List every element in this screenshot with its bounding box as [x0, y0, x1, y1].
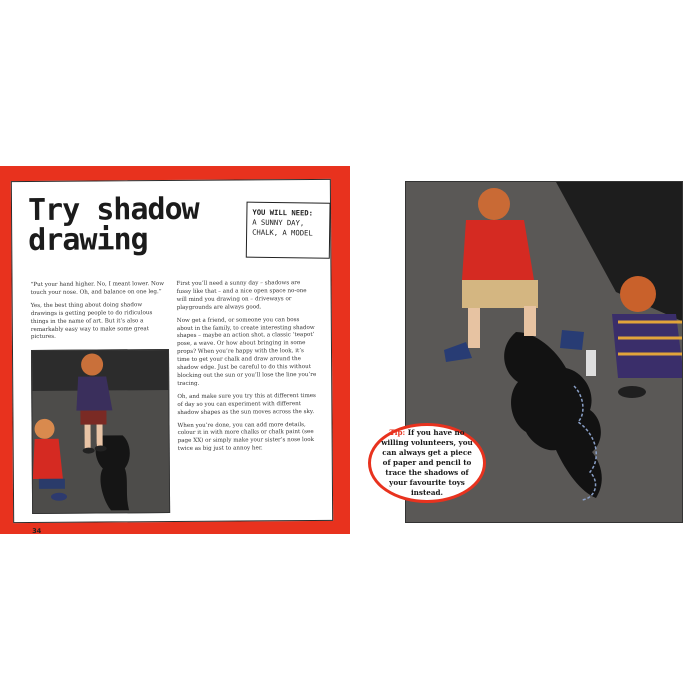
you-will-need-heading: YOU WILL NEED: [252, 207, 314, 218]
you-will-need-box [246, 202, 331, 259]
paragraph: “Put your hand higher. No, I meant lower. Now touch your nose. Oh, and balance on one leg.” [30, 281, 165, 296]
title-line-2: drawing [28, 222, 148, 259]
small-photo-illustration [32, 350, 170, 514]
paragraph: Oh, and make sure you try this at different times of day so you can experiment with different shadow shapes as the sun moves across the sky. [177, 392, 316, 416]
paragraph: Now get a friend, or someone you can boss about in the family, to create interesting shadow shapes – maybe an action shot, a classic ‘teapot’ pose, a wave. Or how about bringing in some props? When you’re happy with the look, it’s time to get your chalk and draw around the shadow edge. Just be careful to do this without blocking out the sun or you’ll lose the line you’re tracing. [176, 316, 317, 387]
text-column-2 [177, 280, 318, 459]
paragraph: First you’ll need a sunny day – shadows are fussy like that – and a nice open space no-one will mind you drawing on – driveways or playgrounds are always good. [176, 280, 307, 311]
page-title [27, 191, 238, 259]
tip-text: If you have no willing volunteers, you can always get a piece of paper and pencil to trace the shadows of your favourite toys instead. [381, 428, 473, 497]
tip-speech-bubble [368, 423, 486, 503]
tip-label: Tip: [389, 428, 406, 437]
page-number: 34 [32, 526, 42, 535]
you-will-need-items: A SUNNY DAY, CHALK, A MODEL [252, 217, 313, 238]
paragraph: Yes, the best thing about doing shadow drawings is getting people to do ridiculous things in the name of art. But it’s also a remarkably easy way to make some great pictures. [30, 302, 153, 341]
paragraph: When you’re done, you can add more details, colour it in with more chalks or chalk paint (see page XX) or simply make your sister’s nose look twice as big just to annoy her. [177, 421, 314, 453]
title-line-1: Try shadow [27, 191, 199, 229]
small-photo [31, 349, 170, 514]
left-page [0, 166, 350, 534]
text-column-1 [31, 281, 167, 347]
tip-content [381, 428, 473, 498]
content-panel [11, 179, 333, 535]
